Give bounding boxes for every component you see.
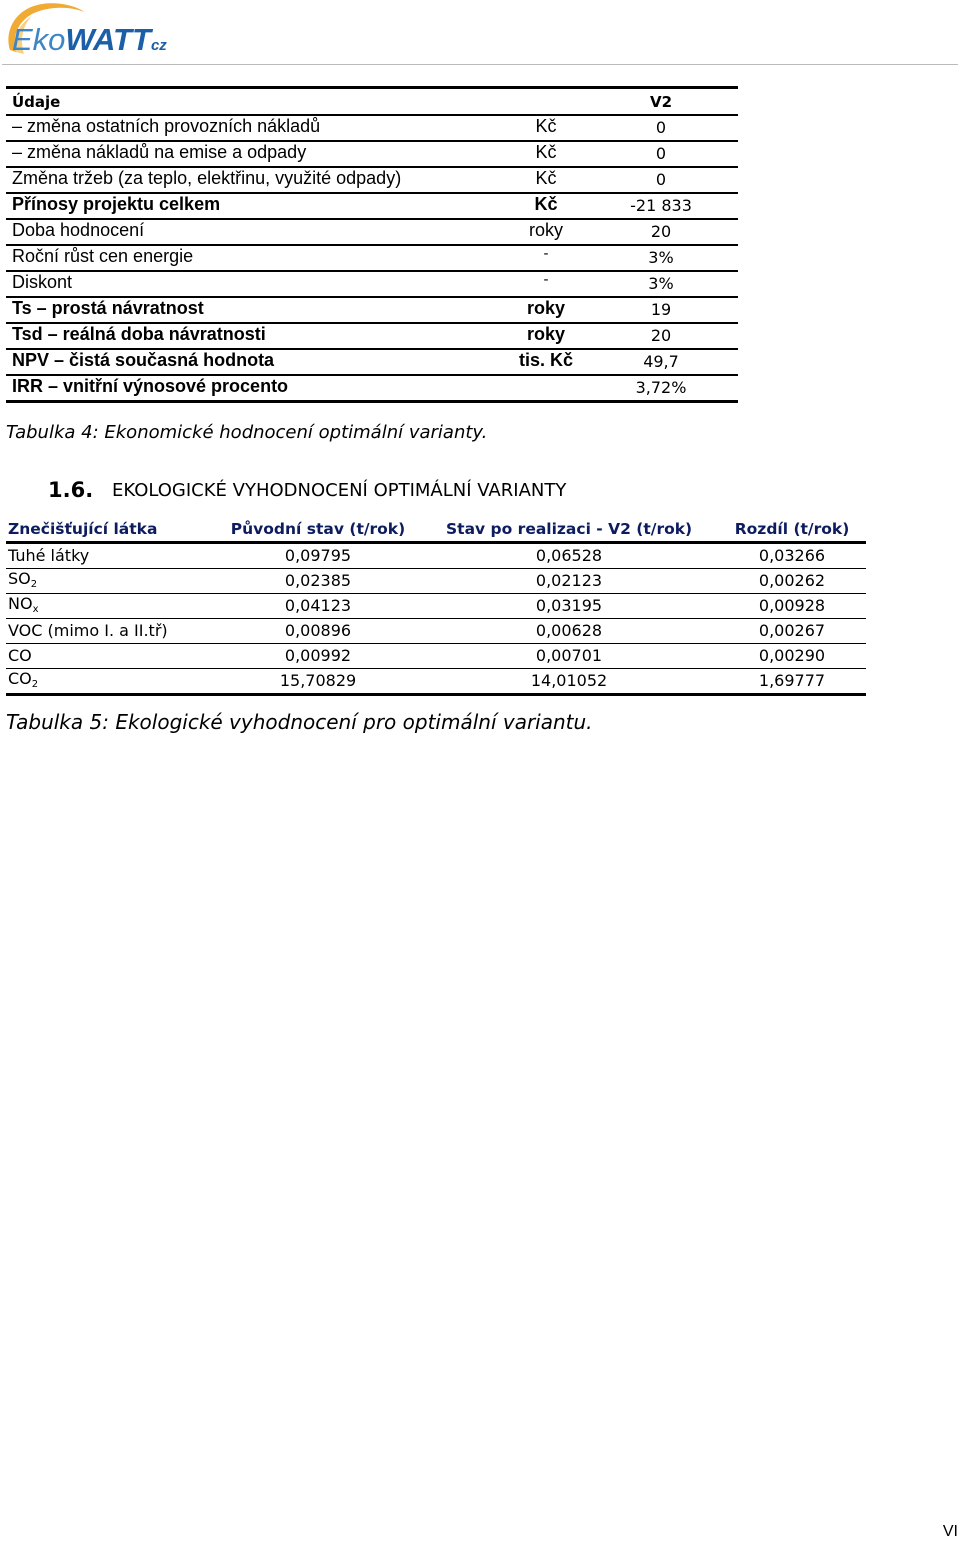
header-after: Stav po realizaci - V2 (t/rok) — [446, 520, 693, 538]
pollutant-name-text: Tuhé látky — [8, 546, 90, 565]
table-row — [6, 116, 738, 142]
table-row — [6, 619, 866, 644]
table-header-row — [6, 86, 738, 116]
after-value: 0,02123 — [535, 571, 603, 590]
header-difference: Rozdíl (t/rok) — [734, 520, 850, 538]
table-header-row — [6, 514, 866, 544]
row-unit: roky — [526, 324, 566, 344]
table4-caption: Tabulka 4: Ekonomické hodnocení optimální varianty. — [6, 422, 488, 443]
pollutant-name — [8, 594, 38, 615]
difference-value: 0,00928 — [758, 596, 826, 615]
header-value: V2 — [649, 93, 673, 111]
row-unit: Kč — [535, 142, 557, 162]
pollutant-name — [8, 669, 38, 690]
row-unit: - — [543, 271, 549, 288]
original-value: 15,70829 — [279, 671, 357, 690]
row-label: IRR – vnitřní výnosové procento — [12, 376, 289, 396]
after-value: 0,00701 — [535, 646, 603, 665]
table-row — [6, 350, 738, 376]
after-value: 0,03195 — [535, 596, 603, 615]
original-value: 0,04123 — [284, 596, 352, 615]
pollutant-name-text: VOC (mimo I. a II.tř) — [8, 621, 168, 640]
table-row — [6, 194, 738, 220]
header-label: Údaje — [12, 93, 61, 111]
logo-cz: cz — [150, 37, 167, 54]
table-row — [6, 594, 866, 619]
row-unit: - — [543, 245, 549, 262]
row-unit: Kč — [535, 168, 557, 188]
row-unit: Kč — [534, 194, 558, 214]
header-original: Původní stav (t/rok) — [230, 520, 406, 538]
logo-eko: Eko — [12, 22, 66, 57]
after-value: 14,01052 — [530, 671, 608, 690]
pollutant-name-text: CO — [8, 646, 32, 665]
row-label: Tsd – reálná doba návratnosti — [12, 324, 266, 344]
row-label: Přínosy projektu celkem — [12, 194, 221, 214]
table-row — [6, 168, 738, 194]
difference-value: 0,03266 — [758, 546, 826, 565]
header-pollutant: Znečišťující látka — [8, 520, 158, 538]
pollutant-subscript: x — [32, 604, 39, 615]
difference-value: 0,00290 — [758, 646, 826, 665]
table-row — [6, 569, 866, 594]
pollutant-name — [8, 569, 37, 590]
original-value: 0,00992 — [284, 646, 352, 665]
section-number: 1.6. — [48, 478, 94, 502]
pollutant-name-text: CO — [8, 669, 32, 688]
logo-wordmark — [12, 22, 167, 58]
pollutant-name — [8, 621, 168, 640]
section-title: EKOLOGICKÉ VYHODNOCENÍ OPTIMÁLNÍ VARIANTY — [112, 480, 567, 501]
original-value: 0,02385 — [284, 571, 352, 590]
page-number: VI — [942, 1523, 958, 1540]
ecological-evaluation-table — [6, 514, 866, 696]
row-value: 0 — [655, 170, 667, 189]
row-value: 3,72% — [635, 378, 687, 397]
row-value: 0 — [655, 144, 667, 163]
row-value: -21 833 — [630, 196, 692, 215]
pollutant-name — [8, 646, 32, 665]
row-label: – změna ostatních provozních nákladů — [12, 116, 321, 136]
table5-caption: Tabulka 5: Ekologické vyhodnocení pro optimální variantu. — [6, 710, 593, 734]
row-value: 19 — [650, 300, 672, 319]
pollutant-name-text: NO — [8, 594, 33, 613]
after-value: 0,00628 — [535, 621, 603, 640]
table-body — [6, 116, 738, 403]
row-value: 20 — [650, 326, 672, 345]
row-unit: roky — [528, 220, 563, 240]
row-label: – změna nákladů na emise a odpady — [12, 142, 307, 162]
table-row — [6, 272, 738, 298]
pollutant-name-text: SO — [8, 569, 31, 588]
row-label: Doba hodnocení — [12, 220, 145, 240]
row-label: Ts – prostá návratnost — [12, 298, 204, 318]
difference-value: 0,00262 — [758, 571, 826, 590]
table-row — [6, 324, 738, 350]
row-label: Roční růst cen energie — [12, 246, 194, 266]
row-label: Změna tržeb (za teplo, elektřinu, využité odpady) — [12, 168, 402, 188]
table-row — [6, 644, 866, 669]
original-value: 0,09795 — [284, 546, 352, 565]
pollutant-subscript: 2 — [31, 679, 39, 690]
table-row — [6, 246, 738, 272]
after-value: 0,06528 — [535, 546, 603, 565]
row-label: Diskont — [12, 272, 73, 292]
pollutant-subscript: 2 — [30, 579, 38, 590]
row-value: 20 — [650, 222, 672, 241]
economic-evaluation-table — [6, 86, 738, 403]
row-value: 3% — [648, 248, 674, 267]
row-value: 49,7 — [643, 352, 679, 371]
table-body — [6, 544, 866, 696]
row-unit: tis. Kč — [518, 350, 574, 370]
row-label: NPV – čistá současná hodnota — [12, 350, 275, 370]
difference-value: 1,69777 — [758, 671, 826, 690]
table-row — [6, 376, 738, 403]
table-row — [6, 220, 738, 246]
table-row — [6, 544, 866, 569]
ekowatt-logo — [2, 0, 192, 66]
table-row — [6, 298, 738, 324]
row-value: 3% — [648, 274, 674, 293]
table-row — [6, 142, 738, 168]
original-value: 0,00896 — [284, 621, 352, 640]
row-unit: roky — [526, 298, 566, 318]
difference-value: 0,00267 — [758, 621, 826, 640]
table-row — [6, 669, 866, 696]
section-heading — [48, 478, 567, 502]
row-value: 0 — [655, 118, 667, 137]
row-unit: Kč — [535, 116, 557, 136]
pollutant-name — [8, 546, 89, 565]
header-divider — [2, 64, 958, 65]
logo-watt: WATT — [65, 22, 151, 57]
